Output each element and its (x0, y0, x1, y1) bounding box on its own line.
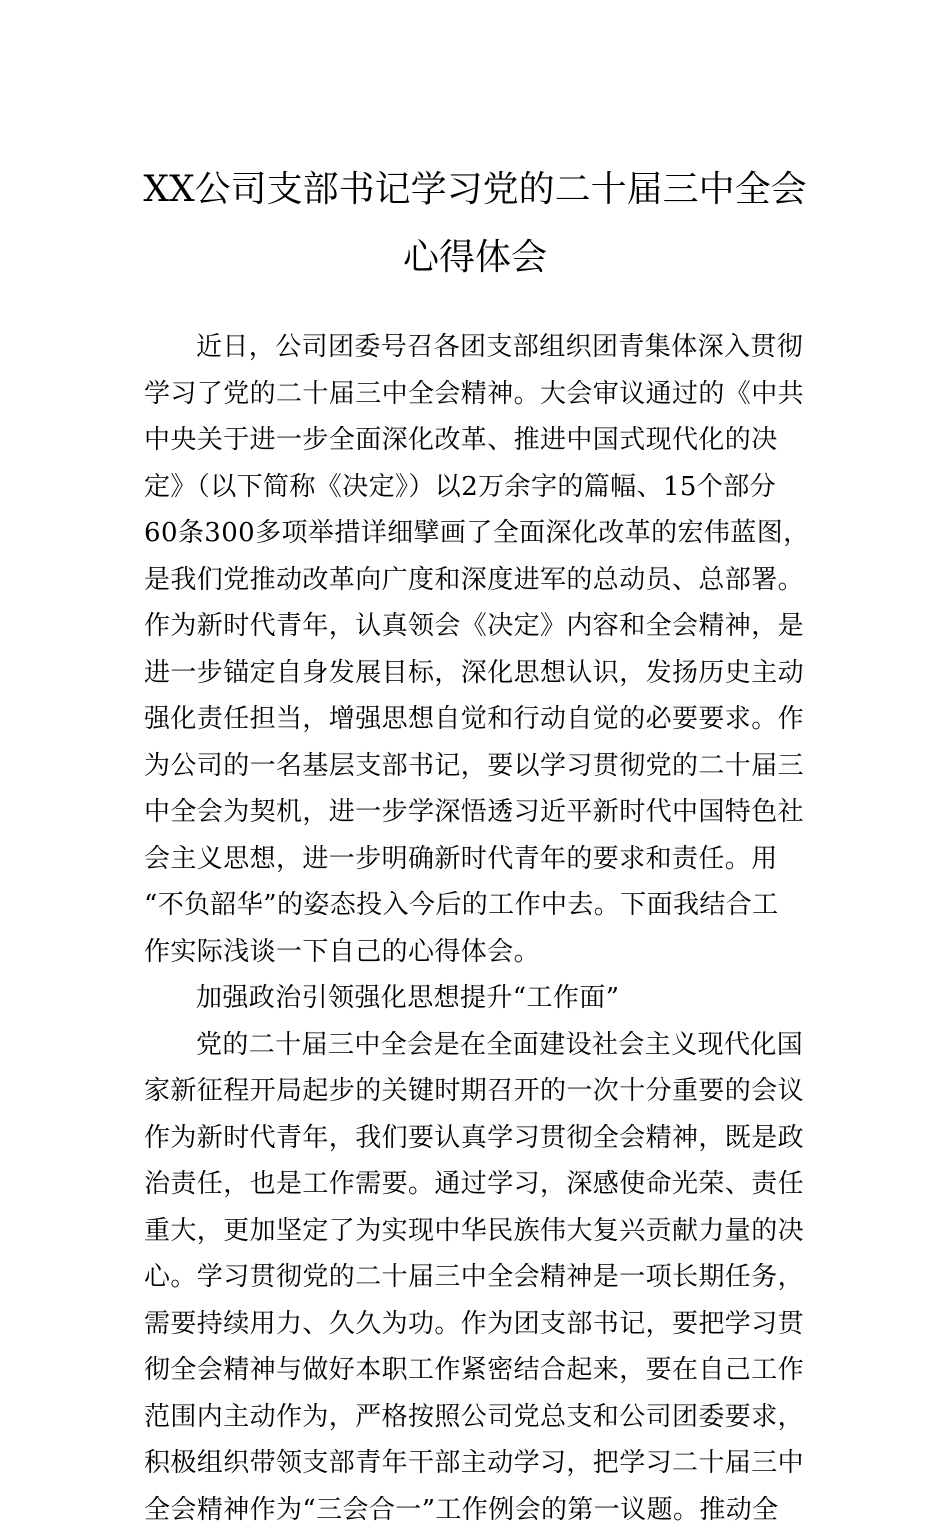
text-line: 家新征程开局起步的关键时期召开的一次十分重要的会议 (144, 1068, 804, 1115)
text-line: 中央关于进一步全面深化改革、推进中国式现代化的决 (144, 417, 804, 464)
text-line: 范围内主动作为，严格按照公司党总支和公司团委要求， (144, 1394, 804, 1441)
text-line: 60条300多项举措详细擘画了全面深化改革的宏伟蓝图， (144, 510, 804, 557)
text-line: 强化责任担当，增强思想自觉和行动自觉的必要要求。作 (144, 696, 804, 743)
text-line: 会主义思想，进一步明确新时代青年的要求和责任。用 (144, 836, 804, 883)
text-line: 作为新时代青年，认真领会《决定》内容和全会精神，是 (144, 603, 804, 650)
text-line: 党的二十届三中全会是在全面建设社会主义现代化国 (144, 1022, 804, 1069)
text-line: 彻全会精神与做好本职工作紧密结合起来，要在自己工作 (144, 1347, 804, 1394)
text-line: 心。学习贯彻党的二十届三中全会精神是一项长期任务， (144, 1254, 804, 1301)
document-title-line-2: 心得体会 (120, 238, 830, 278)
text-line: 进一步锚定自身发展目标，深化思想认识，发扬历史主动 (144, 650, 804, 697)
text-line: 中全会为契机，进一步学深悟透习近平新时代中国特色社 (144, 789, 804, 836)
text-line: 积极组织带领支部青年干部主动学习，把学习二十届三中 (144, 1440, 804, 1487)
document-body (144, 324, 804, 1533)
document-title-line-1: XX公司支部书记学习党的二十届三中全会 (120, 170, 830, 210)
text-line: 治责任，也是工作需要。通过学习，深感使命光荣、责任 (144, 1161, 804, 1208)
text-line: 作实际浅谈一下自己的心得体会。 (144, 929, 804, 976)
text-line: 全会精神作为“三会合一”工作例会的第一议题。推动全 (144, 1487, 804, 1533)
text-line: 近日，公司团委号召各团支部组织团青集体深入贯彻 (144, 324, 804, 371)
text-line: 是我们党推动改革向广度和深度进军的总动员、总部署。 (144, 557, 804, 604)
text-line: 需要持续用力、久久为功。作为团支部书记，要把学习贯 (144, 1301, 804, 1348)
text-line: 为公司的一名基层支部书记，要以学习贯彻党的二十届三 (144, 743, 804, 790)
text-line: 重大，更加坚定了为实现中华民族伟大复兴贡献力量的决 (144, 1208, 804, 1255)
text-line: 作为新时代青年，我们要认真学习贯彻全会精神，既是政 (144, 1115, 804, 1162)
text-line: “不负韶华”的姿态投入今后的工作中去。下面我结合工 (144, 882, 804, 929)
text-line: 加强政治引领强化思想提升“工作面” (144, 975, 804, 1022)
text-line: 定》（以下简称《决定》）以2万余字的篇幅、15个部分 (144, 464, 804, 511)
text-line: 学习了党的二十届三中全会精神。大会审议通过的《中共 (144, 371, 804, 418)
